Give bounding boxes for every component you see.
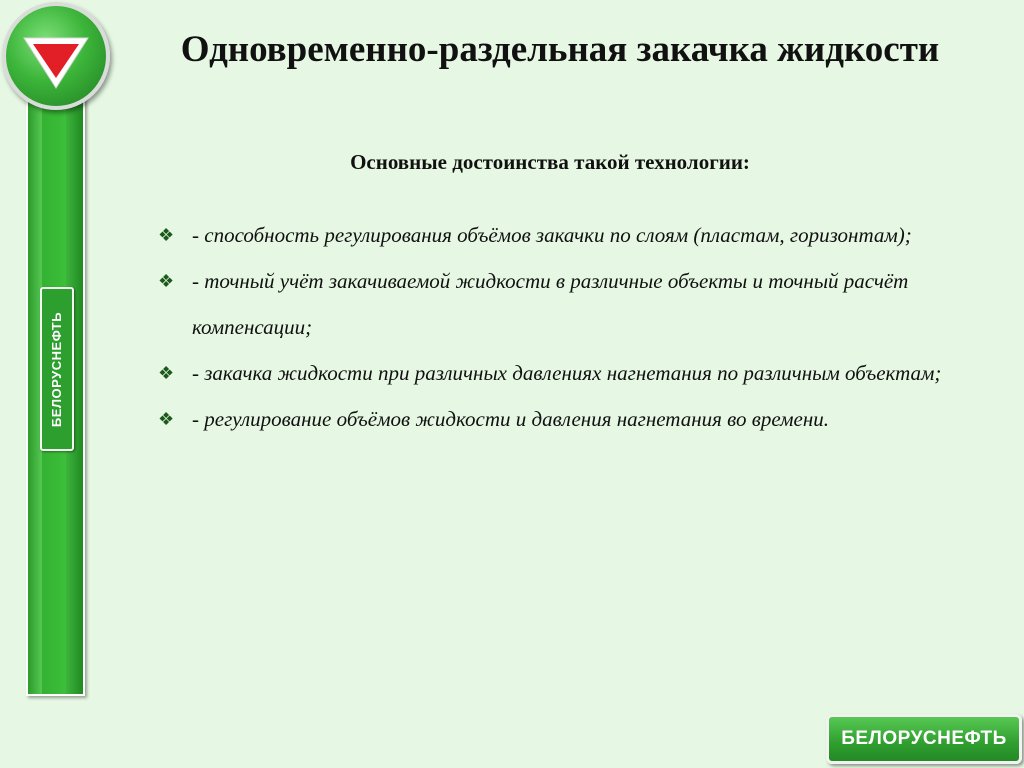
list-item-text: - способность регулирования объёмов закачки по слоям (пластам, горизонтам); [192, 223, 912, 247]
list-item [158, 258, 958, 350]
list-item [158, 396, 958, 442]
bottom-brand-logo [826, 714, 1022, 764]
advantages-list [158, 212, 958, 442]
diamond-bullet-icon: ❖ [158, 225, 175, 245]
diamond-bullet-icon: ❖ [158, 271, 175, 291]
company-emblem-icon [2, 2, 110, 110]
bottom-brand-logo-text: БЕЛОРУСНЕФТЬ [841, 728, 1007, 749]
diamond-bullet-icon: ❖ [158, 363, 175, 383]
side-brand-logo [40, 287, 74, 451]
side-brand-logo-text: БЕЛОРУСНЕФТЬ [49, 311, 65, 427]
list-item [158, 350, 958, 396]
slide-subtitle: Основные достоинства такой технологии: [350, 150, 750, 174]
list-item-text: - закачка жидкости при различных давлениях нагнетания по различным объектам; [192, 361, 942, 385]
diamond-bullet-icon: ❖ [158, 409, 175, 429]
list-item-text: - регулирование объёмов жидкости и давления нагнетания во времени. [192, 407, 830, 431]
list-item [158, 212, 958, 258]
slide-title: Одновременно-раздельная закачка жидкости [180, 29, 940, 70]
list-item-text: - точный учёт закачиваемой жидкости в различные объекты и точный расчёт компенсации; [192, 269, 909, 339]
